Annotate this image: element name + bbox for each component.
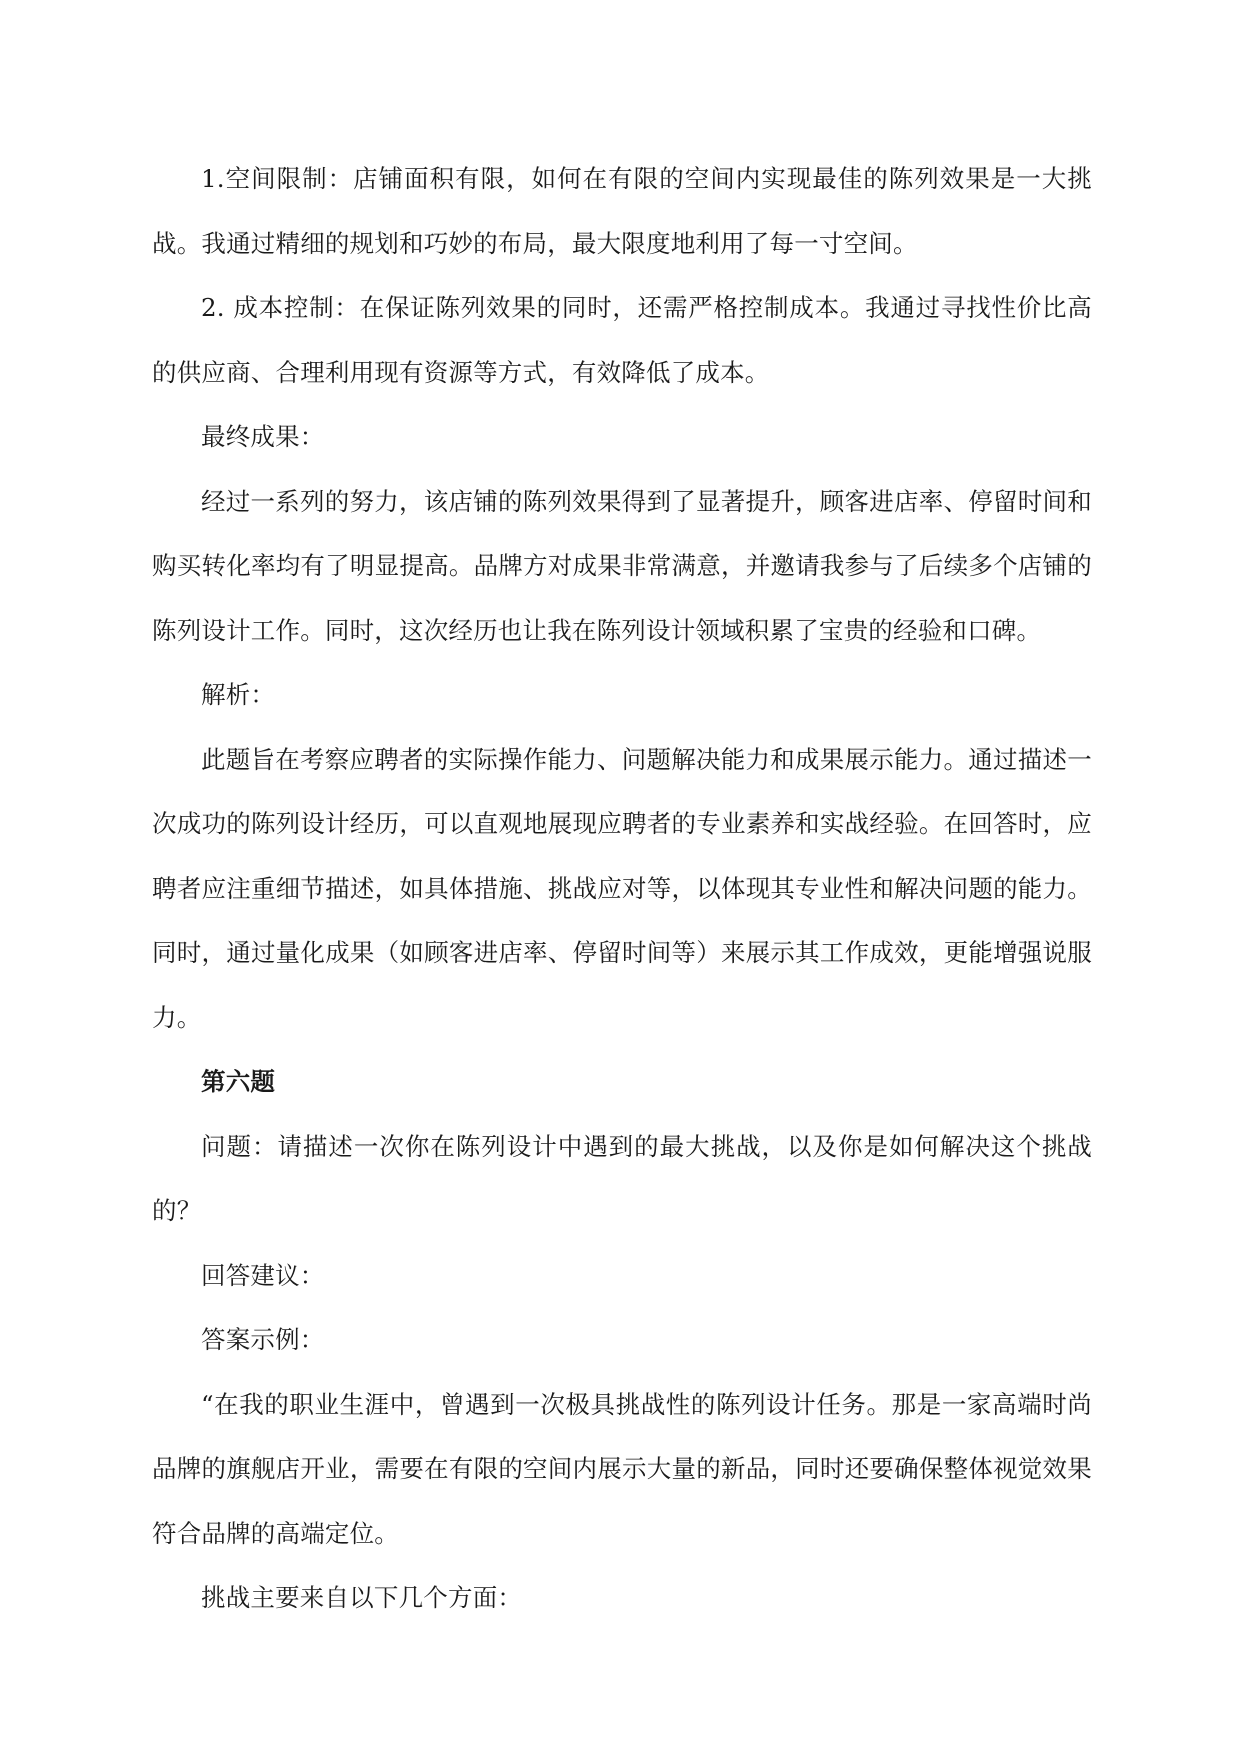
- paragraph-cost-control: 2. 成本控制：在保证陈列效果的同时，还需严格控制成本。我通过寻找性价比高的供应商、合理利用现有资源等方式，有效降低了成本。: [152, 293, 1092, 387]
- section-heading: 第六题: [201, 1067, 276, 1096]
- paragraph-analysis: 此题旨在考察应聘者的实际操作能力、问题解决能力和成果展示能力。通过描述一次成功的陈列设计经历，可以直观地展现应聘者的专业素养和实战经验。在回答时，应聘者应注重细节描述，如具体措施、挑战应对等，以体现其专业性和解决问题的能力。同时，通过量化成果（如顾客进店率、停留时间等）来展示其工作成效，更能增强说服力。: [152, 744, 1092, 1032]
- challenges-intro: 挑战主要来自以下几个方面：: [201, 1583, 523, 1612]
- answer-paragraph: “在我的职业生涯中，曾遇到一次极具挑战性的陈列设计任务。那是一家高端时尚品牌的旗舰店开业，需要在有限的空间内展示大量的新品，同时还要确保整体视觉效果符合品牌的高端定位。: [152, 1389, 1092, 1548]
- answer-example-label: 答案示例：: [201, 1325, 325, 1354]
- paragraph-space-limit: 1.空间限制：店铺面积有限，如何在有限的空间内实现最佳的陈列效果是一大挑战。我通过精细的规划和巧妙的布局，最大限度地利用了每一寸空间。: [152, 164, 1092, 258]
- paragraph-analysis-label: 解析：: [201, 680, 276, 709]
- paragraph-final-result: 经过一系列的努力，该店铺的陈列效果得到了显著提升，顾客进店率、停留时间和购买转化率均有了明显提高。品牌方对成果非常满意，并邀请我参与了后续多个店铺的陈列设计工作。同时，这次经历也让我在陈列设计领域积累了宝贵的经验和口碑。: [152, 486, 1092, 645]
- paragraph-final-result-label: 最终成果：: [201, 422, 325, 451]
- answer-suggestion-label: 回答建议：: [201, 1260, 325, 1290]
- document-body: [152, 147, 1092, 1631]
- question-text: 问题：请描述一次你在陈列设计中遇到的最大挑战，以及你是如何解决这个挑战的？: [152, 1131, 1092, 1225]
